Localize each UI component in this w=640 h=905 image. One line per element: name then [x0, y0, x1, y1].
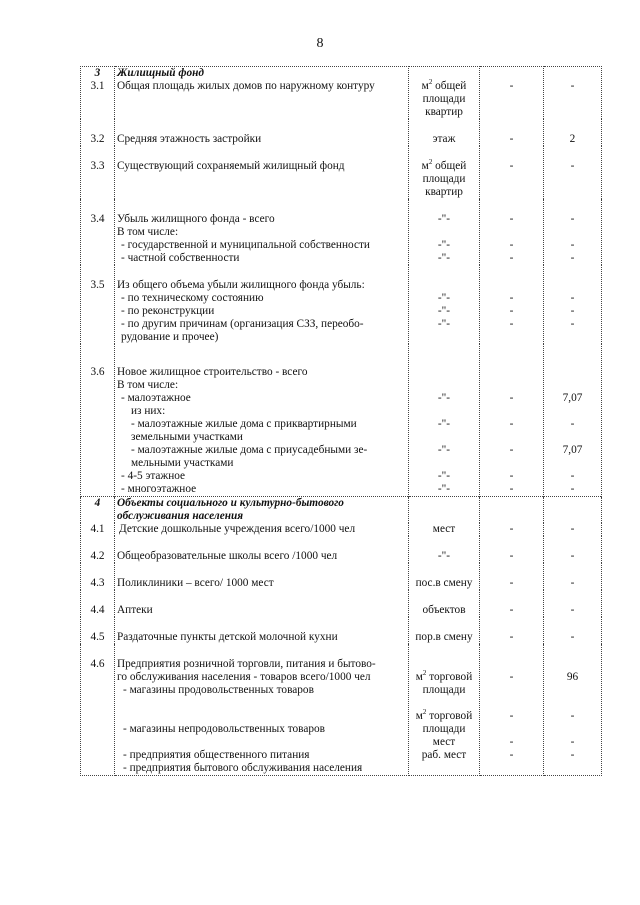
- row-sub: - предприятия общественного питания: [123, 749, 310, 761]
- row-name: Новое жилищное строительство - всего: [117, 366, 308, 378]
- unit-cell: -"-: [437, 239, 451, 251]
- value-cell: -: [509, 292, 514, 304]
- row-sub: - государственной и муниципальной собственности: [121, 239, 370, 251]
- unit-cell: -"-: [437, 213, 451, 225]
- unit-cell: -"-: [437, 392, 451, 404]
- value-cell: -: [509, 736, 514, 748]
- value-cell: -: [570, 577, 575, 589]
- value-cell: -: [570, 418, 575, 430]
- table-row: [81, 536, 602, 563]
- row-sub: - многоэтажное: [121, 483, 197, 495]
- row-name: Поликлиники – всего/ 1000 мест: [117, 577, 274, 589]
- row-name: Общая площадь жилых домов по наружному контуру: [117, 80, 375, 92]
- value-cell: -: [509, 444, 514, 456]
- table-row: [81, 563, 602, 590]
- table-row: [81, 344, 602, 497]
- row-sub: земельными участками: [131, 431, 243, 443]
- value-cell: -: [570, 470, 575, 482]
- value-cell: -: [570, 736, 575, 748]
- row-name: Общеобразовательные школы всего /1000 чел: [117, 550, 338, 562]
- unit-cell: -"-: [437, 550, 451, 562]
- section-title: Жилищный фонд: [117, 67, 204, 79]
- value-cell: -: [570, 252, 575, 264]
- table-row: [81, 119, 602, 146]
- row-name: Аптеки: [117, 604, 153, 616]
- row-number: 4.1: [90, 523, 105, 535]
- unit-cell: $м^2$ общей площади квартир: [421, 158, 467, 198]
- row-name: Детские дошкольные учреждения всего/1000 чел: [119, 523, 356, 535]
- row-name: Убыль жилищного фонда - всего: [117, 213, 275, 225]
- row-name: Раздаточные пункты детской молочной кухни: [117, 631, 338, 643]
- value-cell: -: [570, 292, 575, 304]
- value-cell: -: [570, 80, 575, 92]
- unit-cell: раб. мест: [421, 749, 467, 761]
- value-cell: 7,07: [562, 392, 583, 404]
- value-cell: -: [509, 305, 514, 317]
- table-row: 4.6 Предприятия розничной торговли, питания и бытово- го обслуживания населения - товаров всего/1000 чел - магазины продовольственных товаров - магазины непродовольственных товаров - предприятия общественного питания - предприятия бытового обслуживания населения $м^2$ торговой площади $м^2$ торговой площади мест раб. мест - - - - 96 - - -: [81, 644, 602, 776]
- value-cell: -: [509, 483, 514, 495]
- row-number: 3.5: [90, 279, 105, 291]
- value-cell: -: [509, 239, 514, 251]
- row-number: 4.6: [90, 658, 105, 670]
- value-cell: -: [509, 133, 514, 145]
- value-cell: -: [570, 631, 575, 643]
- table-row: [81, 67, 602, 120]
- unit-cell: объектов: [422, 604, 466, 616]
- value-cell: -: [509, 523, 514, 535]
- unit-cell: -"-: [437, 305, 451, 317]
- value-cell: -: [509, 710, 514, 722]
- row-sub: - 4-5 этажное: [121, 470, 186, 482]
- row-sub: - магазины непродовольственных товаров: [123, 723, 325, 735]
- unit-cell: -"-: [437, 483, 451, 495]
- value-cell: -: [509, 392, 514, 404]
- value-cell: -: [509, 749, 514, 761]
- row-sub: В том числе:: [117, 226, 179, 238]
- unit-cell: пос.в смену: [415, 577, 473, 589]
- unit-cell: -"-: [437, 418, 451, 430]
- section-number: 4: [94, 497, 101, 509]
- value-cell: 7,07: [562, 444, 583, 456]
- row-number: 3.2: [90, 133, 105, 145]
- value-cell: -: [509, 213, 514, 225]
- row-sub: - по реконструкции: [121, 305, 215, 317]
- table-row: [81, 265, 602, 344]
- unit-cell: этаж: [432, 133, 456, 145]
- value-cell: -: [509, 550, 514, 562]
- page-number: 8: [316, 36, 324, 51]
- row-name: Из общего объема убыли жилищного фонда убыль:: [117, 279, 365, 291]
- value-cell: -: [509, 418, 514, 430]
- row-number: 4.2: [90, 550, 105, 562]
- row-number: 3.6: [90, 366, 105, 378]
- row-name: Существующий сохраняемый жилищный фонд: [117, 160, 345, 172]
- row-sub: мельными участками: [131, 457, 234, 469]
- unit-cell: пор.в смену: [415, 631, 473, 643]
- value-cell: -: [509, 604, 514, 616]
- row-name: го обслуживания населения - товаров всего/1000 чел: [117, 671, 371, 683]
- value-cell: -: [570, 710, 575, 722]
- row-sub: В том числе:: [117, 379, 179, 391]
- row-number: 4.3: [90, 577, 105, 589]
- value-cell: -: [570, 239, 575, 251]
- unit-cell: -"-: [437, 470, 451, 482]
- value-cell: -: [570, 213, 575, 225]
- row-name: Средняя этажность застройки: [117, 133, 262, 145]
- row-name: Предприятия розничной торговли, питания и бытово-: [117, 658, 376, 670]
- value-cell: -: [509, 470, 514, 482]
- unit-cell: -"-: [437, 318, 451, 330]
- unit-cell: $м^2$ общей площади квартир: [421, 78, 467, 118]
- row-sub: - малоэтажное: [121, 392, 191, 404]
- table-row: [81, 590, 602, 617]
- row-sub: - предприятия бытового обслуживания населения: [123, 762, 363, 774]
- value-cell: -: [570, 550, 575, 562]
- table-row: [81, 617, 602, 644]
- value-cell: -: [570, 318, 575, 330]
- table-row: [81, 199, 602, 265]
- value-cell: 2: [569, 133, 576, 145]
- value-cell: -: [570, 483, 575, 495]
- unit-cell: $м^2$ торговой: [415, 669, 473, 683]
- unit-cell: $м^2$ торговой: [415, 708, 473, 722]
- unit-cell: мест: [432, 736, 456, 748]
- row-sub: рудование и прочее): [121, 331, 219, 343]
- unit-cell: мест: [432, 523, 456, 535]
- value-cell: -: [509, 631, 514, 643]
- value-cell: -: [570, 604, 575, 616]
- row-sub: из них:: [131, 405, 166, 417]
- row-sub: - частной собственности: [121, 252, 240, 264]
- row-sub: - по другим причинам (организация СЗЗ, переобо-: [121, 318, 364, 330]
- table-row: [81, 146, 602, 199]
- table-row: [81, 497, 602, 524]
- table-row: [81, 523, 602, 536]
- value-cell: -: [570, 749, 575, 761]
- section-number: 3: [94, 67, 101, 79]
- row-number: 3.1: [90, 80, 105, 92]
- row-sub: - малоэтажные жилые дома с приквартирными: [131, 418, 357, 430]
- value-cell: -: [570, 160, 575, 172]
- row-sub: - по техническому состоянию: [121, 292, 264, 304]
- row-number: 4.5: [90, 631, 105, 643]
- value-cell: -: [509, 671, 514, 683]
- row-number: 3.3: [90, 160, 105, 172]
- unit-cell: -"-: [437, 292, 451, 304]
- value-cell: -: [509, 577, 514, 589]
- value-cell: -: [570, 523, 575, 535]
- indicators-table: [80, 66, 602, 776]
- row-number: 3.4: [90, 213, 105, 225]
- section-title: Объекты социального и культурно-бытового обслуживания населения: [117, 497, 344, 522]
- value-cell: -: [570, 305, 575, 317]
- value-cell: -: [509, 252, 514, 264]
- value-cell: -: [509, 318, 514, 330]
- row-sub: - магазины продовольственных товаров: [123, 684, 314, 696]
- value-cell: 96: [566, 671, 579, 683]
- row-sub: - малоэтажные жилые дома с приусадебными зе-: [131, 444, 368, 456]
- unit-cell: -"-: [437, 444, 451, 456]
- value-cell: -: [509, 80, 514, 92]
- unit-cell: -"-: [437, 252, 451, 264]
- value-cell: -: [509, 160, 514, 172]
- row-number: 4.4: [90, 604, 105, 616]
